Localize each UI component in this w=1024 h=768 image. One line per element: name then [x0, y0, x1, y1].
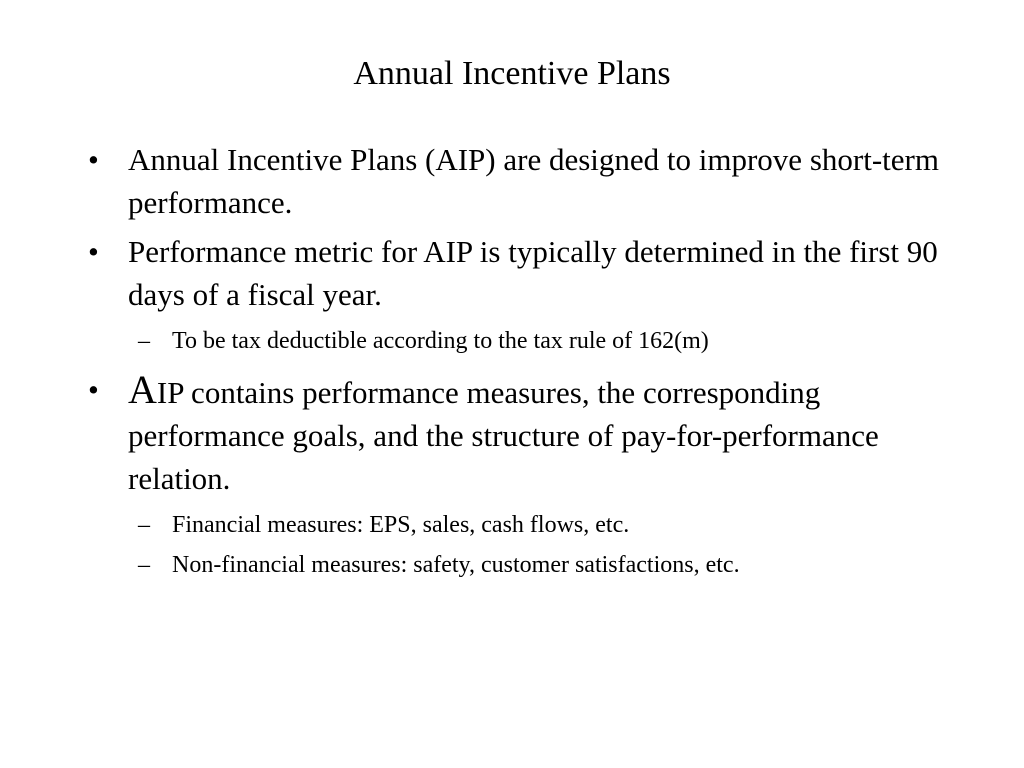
sub-bullet-item: [138, 324, 958, 358]
sub-bullet-marker: –: [138, 328, 150, 354]
bullet-item: [88, 368, 958, 500]
sub-bullet-marker: –: [138, 512, 150, 538]
bullet-marker: •: [88, 234, 99, 269]
sub-bullet-text: To be tax deductible according to the tax rule of 162(m): [172, 328, 709, 354]
bullet-initial: A: [128, 367, 157, 412]
sub-bullet-item: [138, 508, 958, 542]
sub-bullet-marker: –: [138, 552, 150, 578]
sub-bullet-text: Non-financial measures: safety, customer satisfactions, etc.: [172, 552, 740, 578]
bullet-text: Performance metric for AIP is typically determined in the first 90 days of a fiscal year.: [128, 234, 938, 312]
bullet-text: Annual Incentive Plans (AIP) are designed to improve short-term performance.: [128, 142, 939, 220]
sub-bullet-text: Financial measures: EPS, sales, cash flows, etc.: [172, 512, 630, 538]
sub-bullet-item: [138, 548, 958, 582]
bullet-marker: •: [88, 372, 99, 407]
bullet-list: [88, 138, 958, 582]
slide-title: Annual Incentive Plans: [353, 55, 671, 92]
bullet-marker: •: [88, 142, 99, 177]
bullet-item: [88, 138, 958, 224]
bullet-item: [88, 230, 958, 316]
bullet-text: IP contains performance measures, the corresponding performance goals, and the structure of pay-for-performance relation.: [128, 375, 879, 496]
